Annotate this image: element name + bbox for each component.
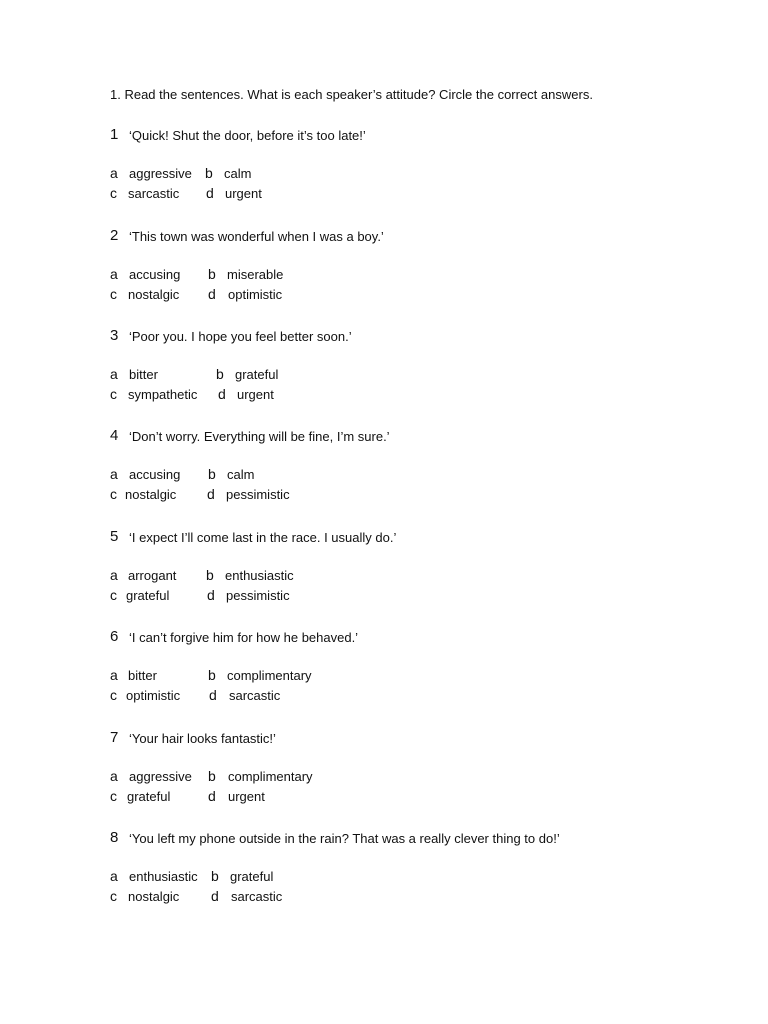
option-text: calm — [224, 166, 252, 181]
option-letter: c — [110, 687, 117, 703]
option-text: pessimistic — [226, 588, 290, 603]
option-letter: c — [110, 888, 117, 904]
option-letter: b — [206, 567, 214, 583]
option-text: enthusiastic — [225, 568, 294, 583]
option-letter: a — [110, 768, 118, 784]
option-text: enthusiastic — [129, 869, 198, 884]
option-letter: b — [208, 466, 216, 482]
option-letter: c — [110, 185, 117, 201]
option-letter: c — [110, 286, 117, 302]
option-letter: a — [110, 567, 118, 583]
option-letter: c — [110, 587, 117, 603]
option-text: sarcastic — [229, 688, 281, 703]
question-text: ‘I can’t forgive him for how he behaved.’ — [129, 630, 359, 645]
option-text: grateful — [235, 367, 279, 382]
option-text: optimistic — [126, 688, 181, 703]
option-text: grateful — [230, 869, 274, 884]
option-text: optimistic — [228, 287, 283, 302]
option-text: nostalgic — [128, 287, 180, 302]
question-text: ‘I expect I’ll come last in the race. I usually do.’ — [129, 530, 397, 545]
question-1 — [110, 125, 750, 215]
option-letter: d — [208, 788, 216, 804]
option-letter: d — [206, 185, 214, 201]
question-text: ‘Poor you. I hope you feel better soon.’ — [129, 329, 352, 344]
option-text: urgent — [228, 789, 265, 804]
option-text: complimentary — [228, 769, 313, 784]
question-6 — [110, 627, 750, 717]
option-text: bitter — [128, 668, 157, 683]
question-4 — [110, 426, 750, 516]
option-letter: c — [110, 386, 117, 402]
question-2 — [110, 226, 750, 316]
question-number: 4 — [110, 427, 119, 444]
option-text: complimentary — [227, 668, 312, 683]
option-letter: b — [208, 266, 216, 282]
question-3 — [110, 326, 750, 416]
option-text: grateful — [127, 789, 171, 804]
option-text: sympathetic — [128, 387, 198, 402]
question-number: 2 — [110, 227, 119, 244]
question-text: ‘Quick! Shut the door, before it’s too late!’ — [129, 128, 366, 143]
option-text: urgent — [225, 186, 262, 201]
option-text: aggressive — [129, 166, 192, 181]
question-number: 8 — [110, 829, 119, 846]
option-letter: b — [211, 868, 219, 884]
option-letter: d — [207, 587, 215, 603]
option-text: accusing — [129, 267, 181, 282]
option-text: aggressive — [129, 769, 192, 784]
option-letter: d — [211, 888, 219, 904]
option-letter: b — [208, 667, 216, 683]
question-7 — [110, 728, 750, 818]
option-letter: a — [110, 868, 118, 884]
option-letter: a — [110, 466, 118, 482]
option-text: urgent — [237, 387, 274, 402]
question-number: 7 — [110, 729, 119, 746]
option-text: sarcastic — [128, 186, 180, 201]
question-number: 1 — [110, 126, 119, 143]
option-letter: b — [205, 165, 213, 181]
instruction-text: 1. Read the sentences. What is each speaker’s attitude? Circle the correct answers. — [110, 87, 593, 102]
question-text: ‘Don’t worry. Everything will be fine, I’m sure.’ — [129, 429, 390, 444]
option-text: nostalgic — [125, 487, 177, 502]
option-letter: c — [110, 788, 117, 804]
question-text: ‘This town was wonderful when I was a boy.’ — [129, 229, 384, 244]
option-letter: a — [110, 165, 118, 181]
option-letter: b — [208, 768, 216, 784]
option-letter: d — [208, 286, 216, 302]
option-letter: a — [110, 366, 118, 382]
option-text: miserable — [227, 267, 284, 282]
question-5 — [110, 527, 750, 617]
question-text: ‘Your hair looks fantastic!’ — [129, 731, 276, 746]
option-letter: c — [110, 486, 117, 502]
option-text: pessimistic — [226, 487, 290, 502]
option-text: bitter — [129, 367, 158, 382]
option-text: sarcastic — [231, 889, 283, 904]
option-letter: d — [209, 687, 217, 703]
option-letter: b — [216, 366, 224, 382]
option-text: grateful — [126, 588, 170, 603]
question-8 — [110, 828, 750, 918]
question-number: 6 — [110, 628, 119, 645]
question-text: ‘You left my phone outside in the rain? That was a really clever thing to do!’ — [129, 831, 560, 846]
option-text: calm — [227, 467, 255, 482]
question-number: 3 — [110, 327, 119, 344]
option-letter: d — [207, 486, 215, 502]
option-letter: d — [218, 386, 226, 402]
option-text: accusing — [129, 467, 181, 482]
option-text: arrogant — [128, 568, 177, 583]
option-letter: a — [110, 667, 118, 683]
option-letter: a — [110, 266, 118, 282]
option-text: nostalgic — [128, 889, 180, 904]
question-number: 5 — [110, 528, 119, 545]
